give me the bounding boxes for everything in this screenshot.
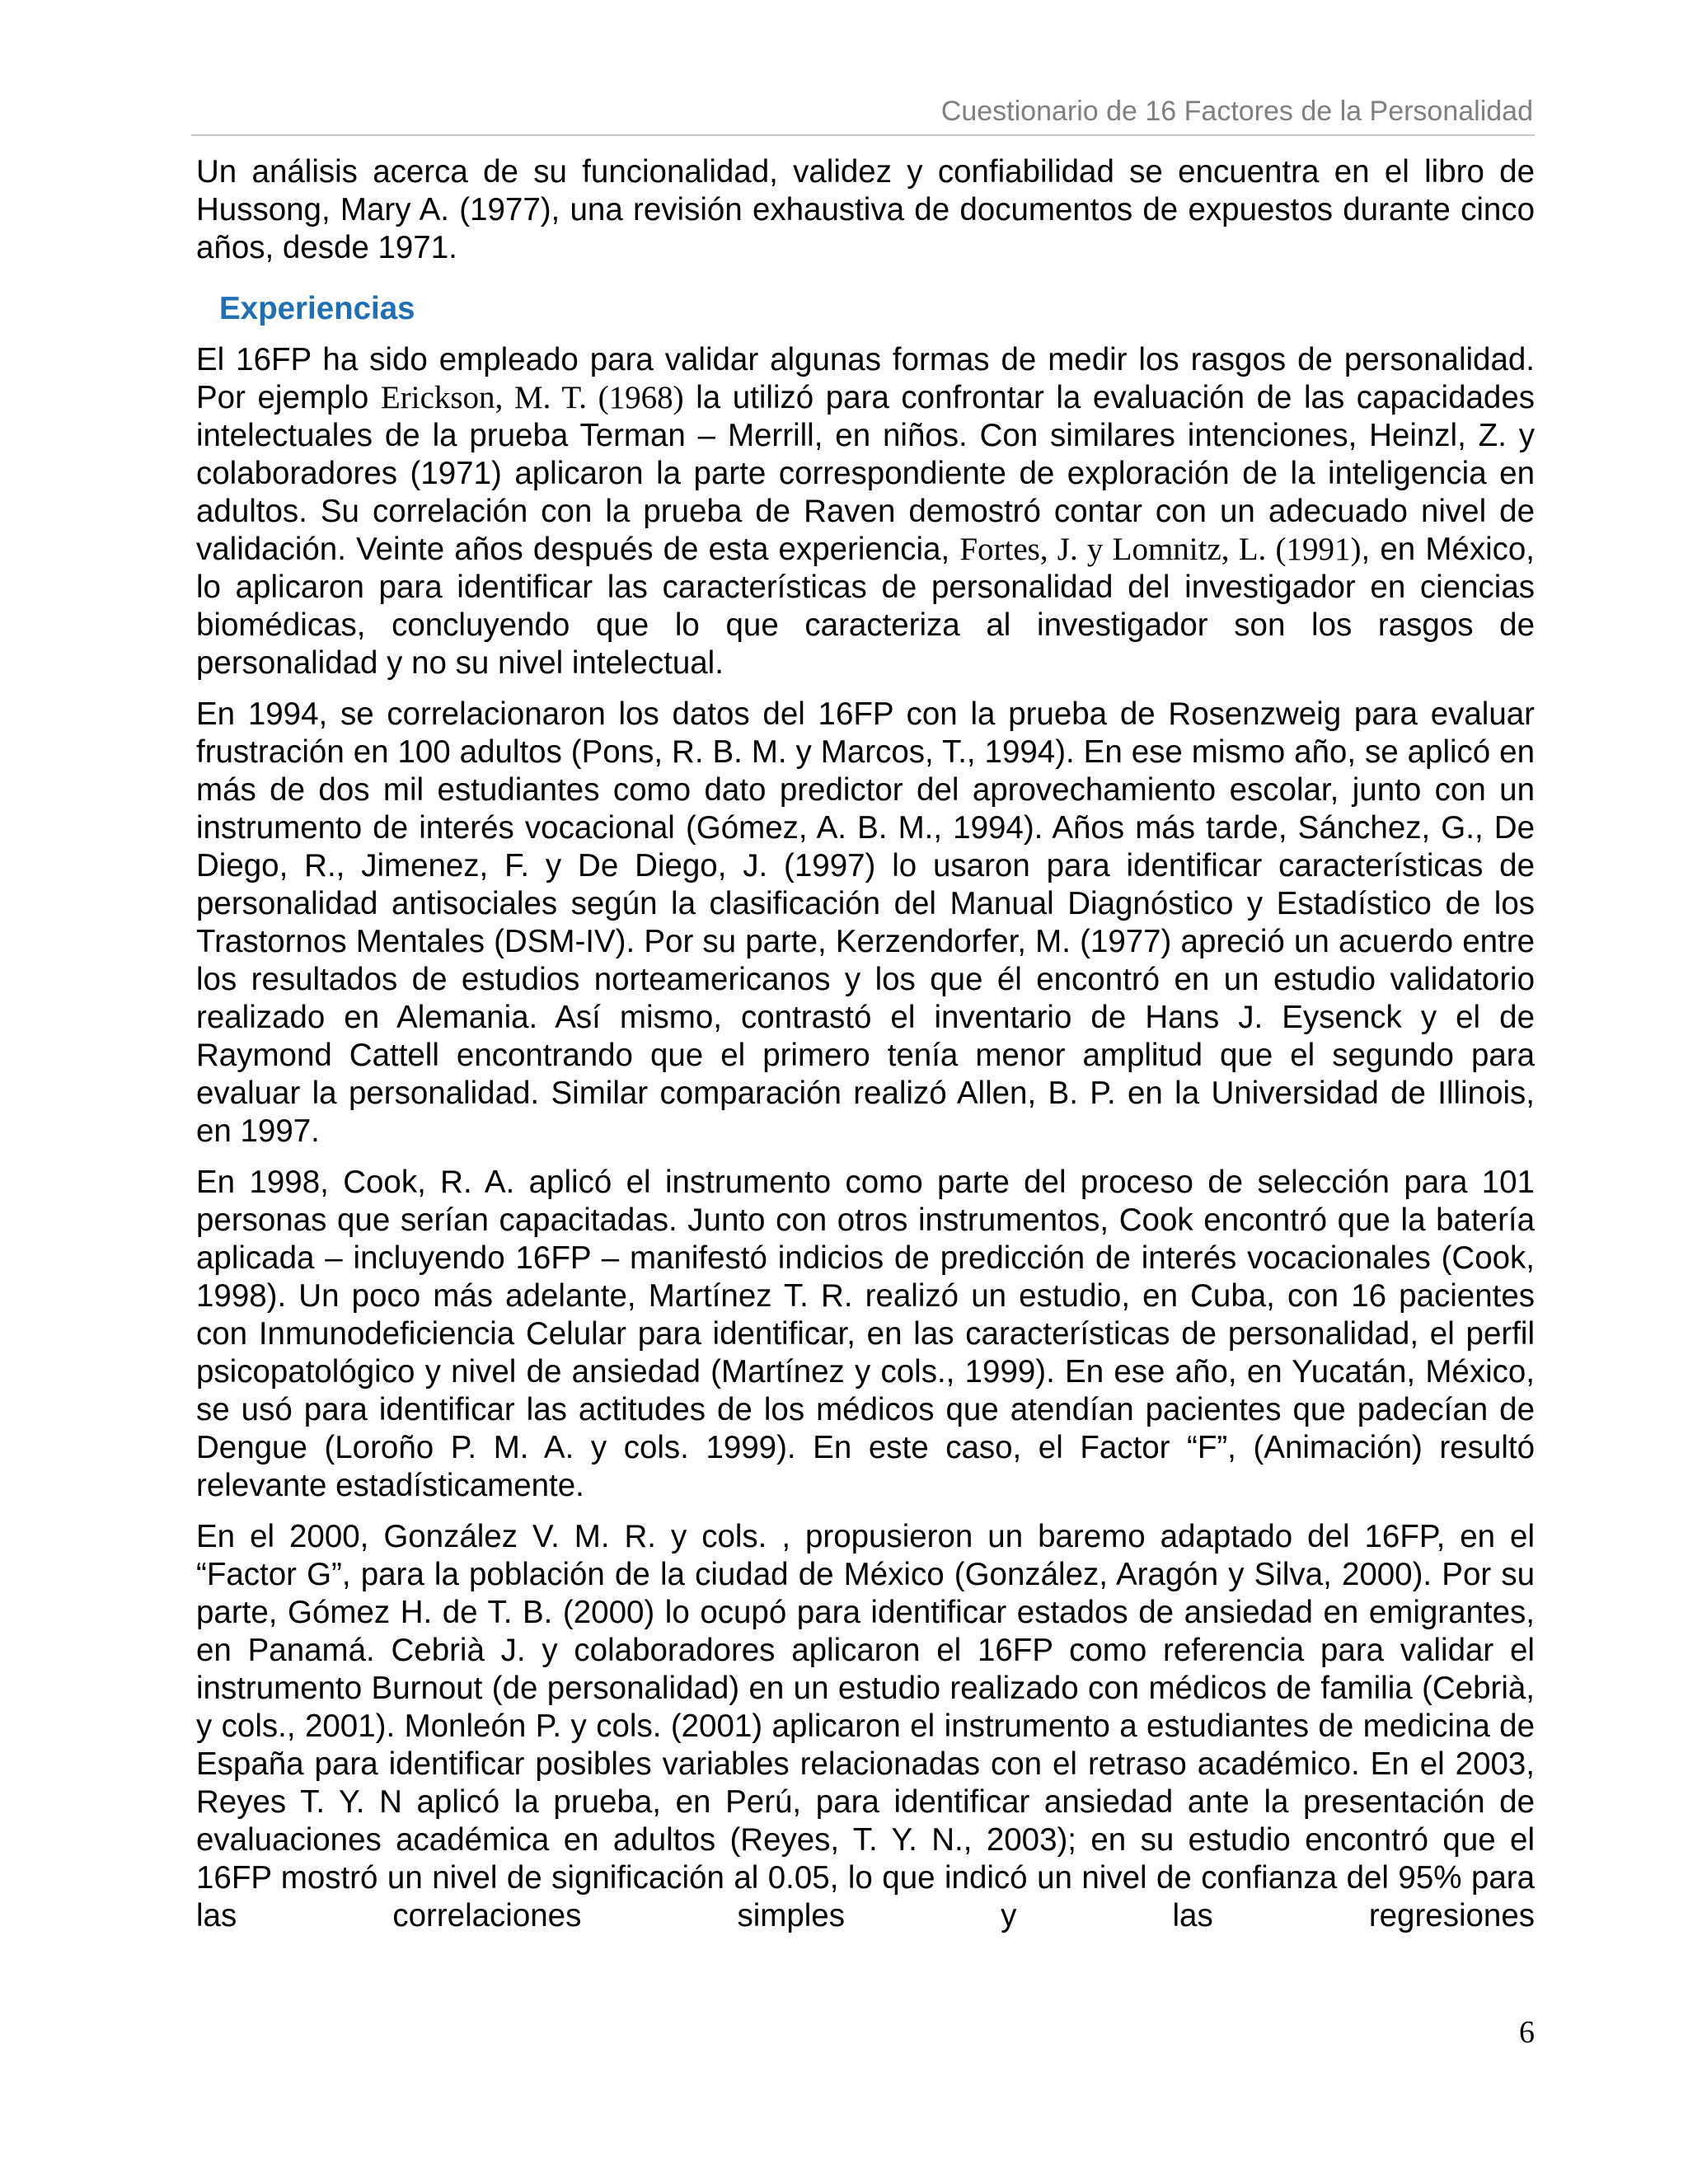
paragraph-text: la utilizó para confrontar la evaluación de las capacidades intelectuales de la prueba Terman – Merrill, en niños. Con similares intenciones, Heinzl, Z. y colaboradores (1971) aplicaron la parte correspondiente de exploración de la inteligencia en adultos. Su correlación con la prueba de Raven demostró contar con un adecuado nivel de validación. Veinte años después de esta experiencia, <box>196 380 1535 567</box>
paragraph-text: , en México, lo aplicaron para identificar las características de personalidad del investigador en ciencias biomédicas, concluyendo que lo que caracteriza al investigador son los rasgos de personalidad y no su nivel intelectual. <box>196 532 1535 681</box>
section-heading-experiencias: Experiencias <box>219 291 415 326</box>
paragraph-intro: Un análisis acerca de su funcionalidad, validez y confiabilidad se encuentra en el libro de Hussong, Mary A. (1977), una revisión exhaustiva de documentos de expuestos durante cinco años, desde 1971. <box>196 154 1535 265</box>
page-body <box>196 153 1535 1948</box>
paragraph-1994: En 1994, se correlacionaron los datos del 16FP con la prueba de Rosenzweig para evaluar frustración en 100 adultos (Pons, R. B. M. y Marcos, T., 1994). En ese mismo año, se aplicó en más de dos mil estudiantes como dato predictor del aprovechamiento escolar, junto con un instrumento de interés vocacional (Gómez, A. B. M., 1994). Años más tarde, Sánchez, G., De Diego, R., Jimenez, F. y De Diego, J. (1997) lo usaron para identificar características de personalidad antisociales según la clasificación del Manual Diagnóstico y Estadístico de los Trastornos Mentales (DSM-IV). Por su parte, Kerzendorfer, M. (1977) apreció un acuerdo entre los resultados de estudios norteamericanos y los que él encontró en un estudio validatorio realizado en Alemania. Así mismo, contrastó el inventario de Hans J. Eysenck y el de Raymond Cattell encontrando que el primero tenía menor amplitud que el segundo para evaluar la personalidad. Similar comparación realizó Allen, B. P. en la Universidad de Illinois, en 1997. <box>196 696 1535 1149</box>
page-number: 6 <box>1519 2015 1535 2050</box>
paragraph-text: El 16FP ha sido empleado para validar algunas formas de medir los rasgos de personalidad. Por ejemplo <box>196 342 1535 415</box>
header-divider <box>191 134 1535 136</box>
paragraph-experiencias <box>196 341 1535 682</box>
running-header: Cuestionario de 16 Factores de la Personalidad <box>940 96 1533 127</box>
citation-erickson: Erickson, M. T. (1968) <box>380 380 684 415</box>
paragraph-2000: En el 2000, González V. M. R. y cols. , propusieron un baremo adaptado del 16FP, en el “Factor G”, para la población de la ciudad de México (González, Aragón y Silva, 2000). Por su parte, Gómez H. de T. B. (2000) lo ocupó para identificar estados de ansiedad en emigrantes, en Panamá. Cebrià J. y colaboradores aplicaron el 16FP como referencia para validar el instrumento Burnout (de personalidad) en un estudio realizado con médicos de familia (Cebrià, y cols., 2001). Monleón P. y cols. (2001) aplicaron el instrumento a estudiantes de medicina de España para identificar posibles variables relacionadas con el retraso académico. En el 2003, Reyes T. Y. N aplicó la prueba, en Perú, para identificar ansiedad ante la presentación de evaluaciones académica en adultos (Reyes, T. Y. N., 2003); en su estudio encontró que el 16FP mostró un nivel de significación al 0.05, lo que indicó un nivel de confianza del 95% para las correlaciones simples y las regresiones <box>196 1519 1535 1933</box>
paragraph-1998: En 1998, Cook, R. A. aplicó el instrumento como parte del proceso de selección para 101 personas que serían capacitadas. Junto con otros instrumentos, Cook encontró que la batería aplicada – incluyendo 16FP – manifestó indicios de predicción de interés vocacionales (Cook, 1998). Un poco más adelante, Martínez T. R. realizó un estudio, en Cuba, con 16 pacientes con Inmunodeficiencia Celular para identificar, en las características de personalidad, el perfil psicopatológico y nivel de ansiedad (Martínez y cols., 1999). En ese año, en Yucatán, México, se usó para identificar las actitudes de los médicos que atendían pacientes que padecían de Dengue (Loroño P. M. A. y cols. 1999). En este caso, el Factor “F”, (Animación) resultó relevante estadísticamente. <box>196 1165 1535 1503</box>
citation-fortes-lomnitz: Fortes, J. y Lomnitz, L. (1991) <box>959 532 1362 567</box>
